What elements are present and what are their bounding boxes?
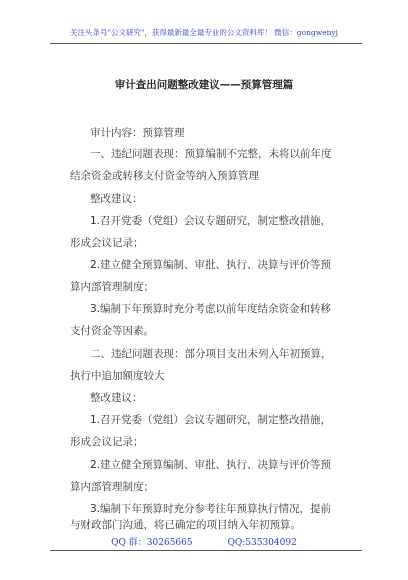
body-line: 与财政部门沟通，将已确定的项目纳入年初预算。 xyxy=(70,519,301,531)
body-line: 2.建立健全预算编制、审批、执行、决算与评价等预 xyxy=(90,459,332,471)
body-line: 整改建议： xyxy=(90,392,143,404)
document-title: 审计查出问题整改建议——预算管理篇 xyxy=(114,79,294,91)
body-line: 2.建立健全预算编制、审批、执行、决算与评价等预 xyxy=(90,259,332,271)
body-line: 一、违纪问题表现：预算编制不完整，未将以前年度 xyxy=(90,148,332,160)
body-line: 审计内容：预算管理 xyxy=(90,127,185,139)
body-line: 整改建议： xyxy=(90,193,143,205)
body-line: 支付资金等因素。 xyxy=(70,325,154,337)
body-line: 1.召开党委（党组）会议专题研究，制定整改措施， xyxy=(90,414,332,426)
body-line: 3.编制下年预算时充分参考往年预算执行情况，提前 xyxy=(90,503,332,515)
footer-qq: QQ:535304092 xyxy=(227,538,297,548)
body-line: 算内部管理制度； xyxy=(70,281,154,293)
footer-qq-group: QQ 群：30265665 xyxy=(111,538,193,548)
footer-divider xyxy=(50,550,362,551)
body-line: 算内部管理制度； xyxy=(70,481,154,493)
body-line: 3.编制下年预算时充分考虑以前年度结余资金和转移 xyxy=(90,303,332,315)
body-line: 执行中追加额度较大 xyxy=(70,370,165,382)
footer-contact xyxy=(0,535,408,548)
body-line: 形成会议记录； xyxy=(70,237,144,249)
body-line: 结余资金或转移支付资金等纳入预算管理 xyxy=(70,170,259,182)
header-banner: 关注头条号"公文研究"，获得最新最全最专业的公文资料库！ 微信：gongwenyj xyxy=(70,28,338,37)
body-line: 形成会议记录； xyxy=(70,436,144,448)
body-line: 二、违纪问题表现：部分项目支出未列入年初预算， xyxy=(90,348,332,360)
header-divider xyxy=(50,43,362,44)
body-line: 1.召开党委（党组）会议专题研究，制定整改措施， xyxy=(90,215,332,227)
